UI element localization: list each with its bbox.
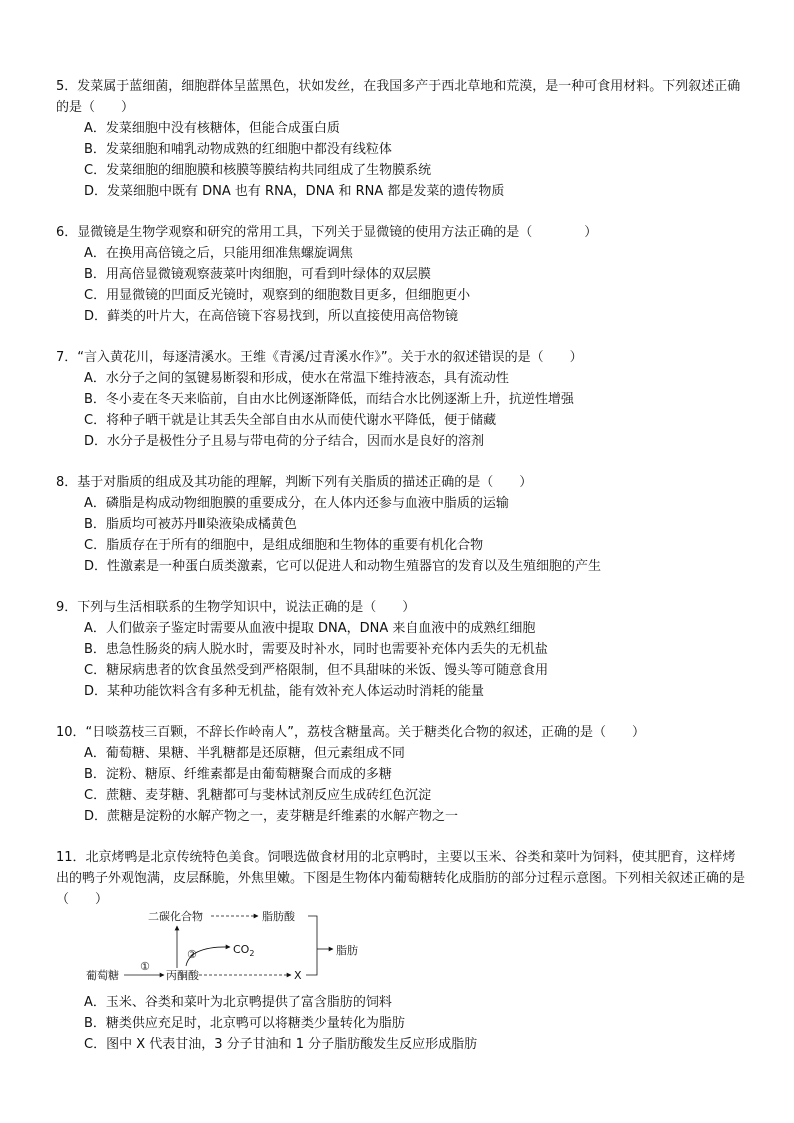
option-d: D．水分子是极性分子且易与带电荷的分子结合，因而水是良好的溶剂	[84, 434, 485, 449]
question-11-options	[56, 992, 746, 1055]
question-stem: 8．基于对脂质的组成及其功能的理解，判断下列有关脂质的描述正确的是（ ）	[56, 475, 533, 490]
question-stem: 5．发菜属于蓝细菌，细胞群体呈蓝黑色，状如发丝，在我国多产于西北草地和荒漠，是一种可食用材料。下列叙述正确的是（ ）	[56, 79, 741, 115]
co2-label: $CO_2$	[233, 943, 255, 958]
question-8	[56, 472, 746, 577]
question-stem: 11．北京烤鸭是北京传统特色美食。饲喂选做食材用的北京鸭时，主要以玉米、谷类和菜叶为饲料，使其肥育，这样烤出的鸭子外观饱满，皮层酥脆，外焦里嫩。下图是生物体内葡萄糖转化成脂肪的部分过程示意图。下列相关叙述正确的是（ ）	[56, 850, 746, 907]
option-c: C．脂质存在于所有的细胞中，是组成细胞和生物体的重要有机化合物	[84, 538, 484, 553]
question-7	[56, 347, 746, 452]
option-c: C．将种子晒干就是让其丢失全部自由水从而使代谢水平降低，便于储藏	[84, 413, 497, 428]
option-b: B．用高倍显微镜观察菠菜叶肉细胞，可看到叶绿体的双层膜	[84, 267, 431, 282]
glucose-to-fat-diagram	[86, 906, 386, 990]
question-9	[56, 597, 746, 702]
option-a: A．葡萄糖、果糖、半乳糖都是还原糖，但元素组成不同	[84, 746, 405, 761]
option-c: C．用显微镜的凹面反光镜时，观察到的细胞数目更多，但细胞更小	[84, 288, 471, 303]
option-d: D．某种功能饮料含有多种无机盐，能有效补充人体运动时消耗的能量	[84, 684, 485, 699]
option-c: C．发菜细胞的细胞膜和核膜等膜结构共同组成了生物膜系统	[84, 163, 432, 178]
question-10	[56, 722, 746, 827]
step-2-label: ②	[187, 948, 197, 961]
option-d: D．藓类的叶片大，在高倍镜下容易找到，所以直接使用高倍物镜	[84, 309, 459, 324]
option-b: B．发菜细胞和哺乳动物成熟的红细胞中都没有线粒体	[84, 142, 392, 157]
question-stem: 10．“日啖荔枝三百颗，不辞长作岭南人”，荔枝含糖量高。关于糖类化合物的叙述，正确的是（ ）	[56, 725, 646, 740]
option-d: D．性激素是一种蛋白质类激素，它可以促进人和动物生殖器官的发育以及生殖细胞的产生	[84, 559, 602, 574]
option-c: C．蔗糖、麦芽糖、乳糖都可与斐林试剂反应生成砖红色沉淀	[84, 788, 432, 803]
option-c: C．糖尿病患者的饮食虽然受到严格限制，但不具甜味的米饭、馒头等可随意食用	[84, 663, 549, 678]
question-stem: 6．显微镜是生物学观察和研究的常用工具，下列关于显微镜的使用方法正确的是（ ）	[56, 225, 598, 240]
option-c: C．图中 X 代表甘油，3 分子甘油和 1 分子脂肪酸发生反应形成脂肪	[84, 1037, 478, 1052]
step-1-label: ①	[140, 960, 150, 973]
option-b: B．脂质均可被苏丹Ⅲ染液染成橘黄色	[84, 517, 297, 532]
pyruvate-label: 丙酮酸	[166, 969, 199, 982]
option-b: B．淀粉、糖原、纤维素都是由葡萄糖聚合而成的多糖	[84, 767, 392, 782]
option-a: A．发菜细胞中没有核糖体，但能合成蛋白质	[84, 121, 340, 136]
question-5	[56, 76, 746, 202]
c2-compound-label: 二碳化合物	[148, 910, 203, 923]
question-stem: 7．“言入黄花川，每逐清溪水。王维《青溪/过青溪水作》”。关于水的叙述错误的是（ ）	[56, 350, 583, 365]
option-d: D．蔗糖是淀粉的水解产物之一，麦芽糖是纤维素的水解产物之一	[84, 809, 459, 824]
question-stem: 9．下列与生活相联系的生物学知识中，说法正确的是（ ）	[56, 600, 416, 615]
option-a: A．在换用高倍镜之后，只能用细准焦螺旋调焦	[84, 246, 353, 261]
glucose-label: 葡萄糖	[86, 969, 119, 982]
option-a: A．玉米、谷类和菜叶为北京鸭提供了富含脂肪的饲料	[84, 995, 392, 1010]
option-a: A．人们做亲子鉴定时需要从血液中提取 DNA，DNA 来自血液中的成熟红细胞	[84, 621, 536, 636]
question-11	[56, 847, 746, 910]
option-b: B．患急性肠炎的病人脱水时，需要及时补水，同时也需要补充体内丢失的无机盐	[84, 642, 548, 657]
option-a: A．磷脂是构成动物细胞膜的重要成分，在人体内还参与血液中脂质的运输	[84, 496, 509, 511]
fatty-acid-label: 脂肪酸	[262, 910, 295, 923]
fat-label: 脂肪	[336, 944, 358, 957]
bracket	[306, 916, 317, 975]
option-b: B．冬小麦在冬天来临前，自由水比例逐渐降低，而结合水比例逐渐上升，抗逆性增强	[84, 392, 574, 407]
option-a: A．水分子之间的氢键易断裂和形成，使水在常温下维持液态，具有流动性	[84, 371, 509, 386]
option-d: D．发菜细胞中既有 DNA 也有 RNA，DNA 和 RNA 都是发菜的遗传物质	[84, 184, 505, 199]
x-label: X	[294, 969, 302, 982]
question-6	[56, 222, 746, 327]
option-b: B．糖类供应充足时，北京鸭可以将糖类少量转化为脂肪	[84, 1016, 405, 1031]
